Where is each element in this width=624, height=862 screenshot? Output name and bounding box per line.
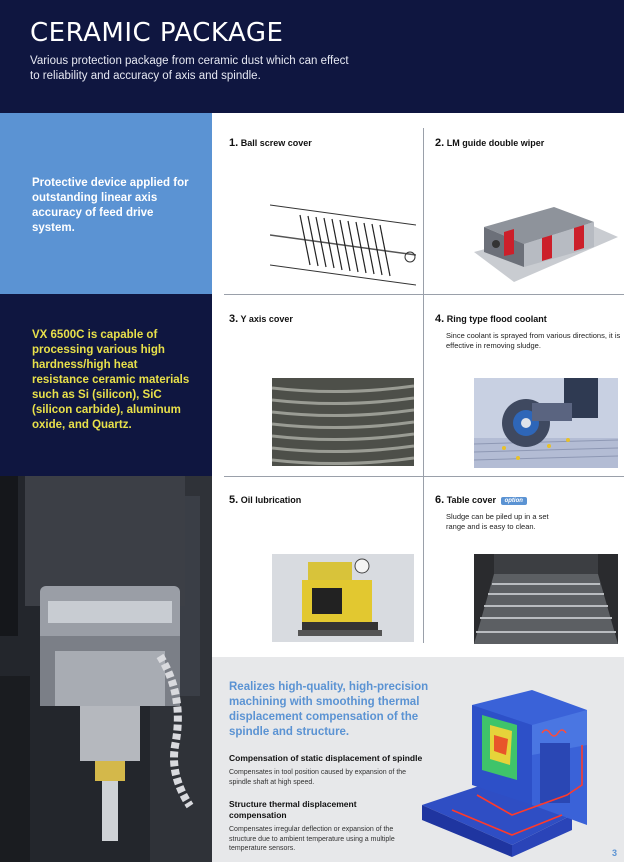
spindle-compensation-title: Compensation of static displacement of spindle <box>229 753 423 763</box>
option-badge: option <box>501 497 527 505</box>
page-title: CERAMIC PACKAGE <box>30 18 284 48</box>
y-axis-cover-image <box>272 378 414 466</box>
protective-device-text: Protective device applied for outstanding linear axis accuracy of feed drive system. <box>32 177 189 234</box>
table-cover-image <box>474 554 618 644</box>
page-number: 3 <box>612 848 618 858</box>
table-cover-description: Sludge can be piled up in a set range and is easy to clean. <box>446 512 549 531</box>
oil-lubrication-image <box>272 554 414 642</box>
grid-divider-vertical <box>423 128 424 643</box>
grid-divider-2 <box>224 476 624 477</box>
lm-guide-image <box>474 192 618 286</box>
item-lm-guide-title: 2. LM guide double wiper <box>435 137 545 149</box>
item-oil-lubrication-title: 5. Oil lubrication <box>229 494 302 506</box>
spindle-compensation-desc: Compensates in tool position caused by expansion of the spindle shaft at high speed. <box>229 769 407 786</box>
thermal-headline: Realizes high-quality, high-precision machining with smoothing thermal displacement compensation of the spindle and structure. <box>229 681 429 738</box>
structure-compensation-title: Structure thermal displacement compensation <box>229 799 357 820</box>
item-y-axis-cover-title: 3. Y axis cover <box>229 313 293 325</box>
ring-coolant-description: Since coolant is sprayed from various directions, it is effective in removing sludge. <box>446 331 621 350</box>
item-ball-screw-cover-title: 1. Ball screw cover <box>229 137 312 149</box>
item-ring-coolant-title: 4. Ring type flood coolant <box>435 313 547 325</box>
item-table-cover-title: 6. Table cover option <box>435 494 527 506</box>
page-subtitle: Various protection package from ceramic dust which can effect to reliability and accuracy of axis and spindle. <box>30 55 349 82</box>
ring-coolant-image <box>474 378 618 468</box>
ball-screw-cover-image <box>270 195 416 287</box>
thermal-simulation-image <box>422 685 618 857</box>
structure-compensation-desc: Compensates irregular deflection or expansion of the structure due to ambient temperature using a multiple temperature sensors. <box>229 826 395 852</box>
grid-divider-1 <box>224 294 624 295</box>
spindle-photo <box>0 476 212 862</box>
materials-text: VX 6500C is capable of processing various high hardness/high heat resistance ceramic materials such as Si (silicon), SiC (silicon carbide), aluminum oxide, and Quartz. <box>32 329 190 431</box>
